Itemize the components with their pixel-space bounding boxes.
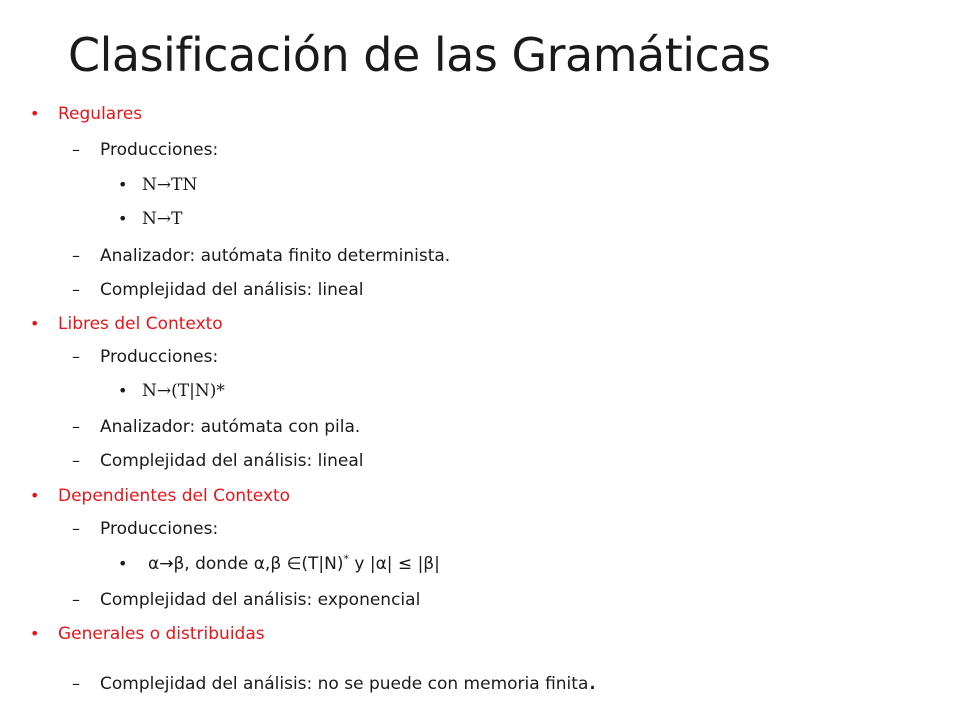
production-rule [148,553,440,575]
complexity-text: Complejidad del análisis: lineal [100,280,364,300]
bullet-dot: • [118,381,128,400]
complexity-text: Complejidad del análisis: exponencial [100,590,421,610]
kleene-star: * [343,552,349,566]
bullet-dot: • [30,314,40,333]
dash-marker: – [72,140,80,159]
bullet-dot: • [30,486,40,505]
section-heading-dependientes: Dependientes del Contexto [58,486,291,506]
bullet-dot: • [118,209,128,228]
dash-marker: – [72,280,80,299]
bullet-dot: • [30,624,40,643]
rule-tail: y |α| ≤ |β| [349,554,440,574]
dash-marker: – [72,347,80,366]
complexity-text: Complejidad del análisis: lineal [100,451,364,471]
dash-marker: – [72,590,80,609]
rule-main: α→β, donde α,β ∈(T|N) [148,554,344,574]
productions-label: Producciones: [100,140,219,160]
section-heading-generales: Generales o distribuidas [58,624,265,644]
production-rule: N→(T|N)* [142,381,225,401]
bullet-dot: • [30,104,40,123]
complexity-main: Complejidad del análisis: no se puede con memoria finita [100,674,589,694]
slide-title: Clasificación de las Gramáticas [68,28,771,82]
bullet-dot: • [118,554,128,573]
analyzer-text: Analizador: autómata finito determinista. [100,246,451,266]
productions-label: Producciones: [100,519,219,539]
dash-marker: – [72,674,80,693]
complexity-text [100,666,597,696]
bullet-dot: • [118,175,128,194]
analyzer-text: Analizador: autómata con pila. [100,417,361,437]
productions-label: Producciones: [100,347,219,367]
dash-marker: – [72,417,80,436]
dash-marker: – [72,451,80,470]
production-rule: N→T [142,209,183,229]
section-heading-libres: Libres del Contexto [58,314,223,334]
section-heading-regulares: Regulares [58,104,143,124]
dash-marker: – [72,246,80,265]
dash-marker: – [72,519,80,538]
period-mark: . [588,666,597,696]
production-rule: N→TN [142,175,198,195]
